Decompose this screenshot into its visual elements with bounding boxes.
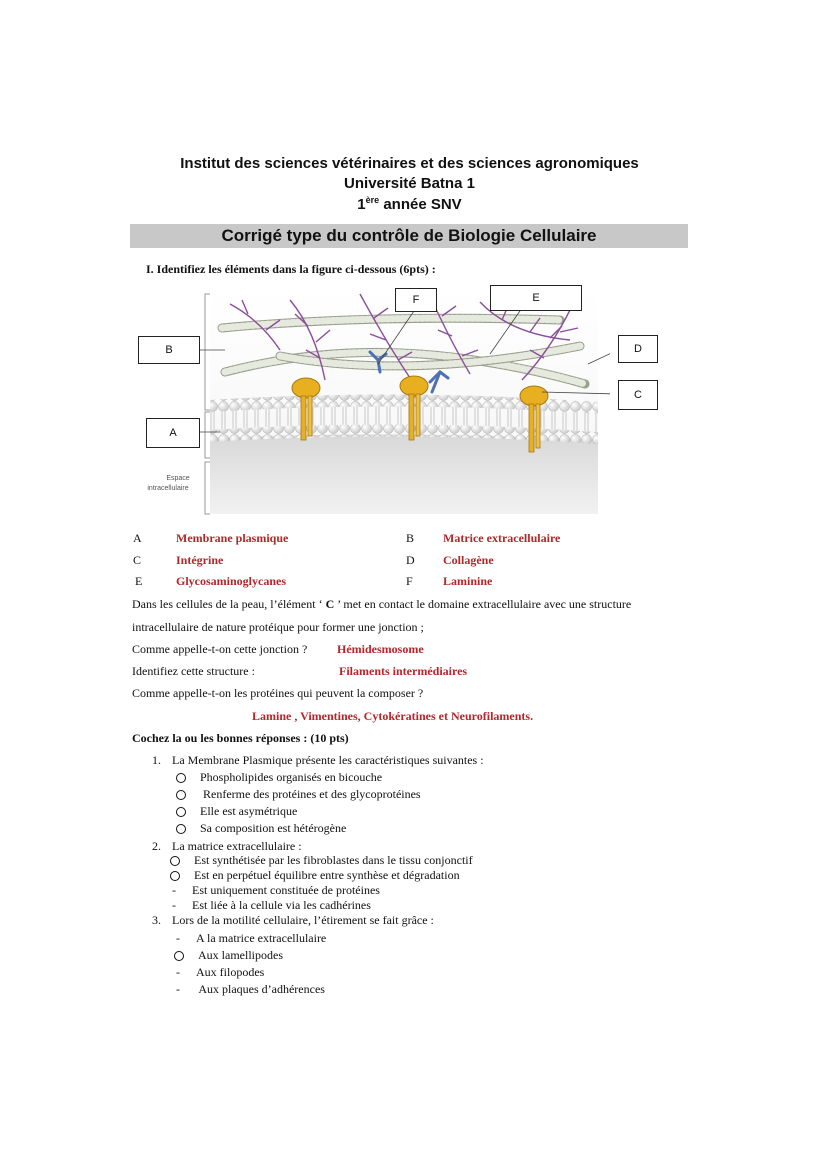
answer-a: Membrane plasmique	[176, 531, 289, 545]
intracellular-label-line2: intracellulaire	[147, 485, 189, 492]
radio-circle-icon[interactable]	[176, 773, 186, 783]
q3-option-4[interactable]	[174, 982, 325, 997]
dash-mark: -	[176, 931, 180, 945]
year-number: 1	[357, 196, 366, 213]
dash-mark: -	[172, 883, 176, 897]
answer-jonction: Hémidesmosome	[337, 642, 424, 656]
question-2-number: 2.	[152, 839, 161, 853]
figure-label-f: F	[395, 288, 437, 312]
question-3-text: Lors de la motilité cellulaire, l’étirement se fait grâce :	[172, 913, 434, 927]
dash-mark: -	[172, 898, 176, 912]
q1-option-4[interactable]	[176, 821, 346, 836]
question-structure: Identifiez cette structure :	[132, 664, 255, 678]
year-label	[0, 195, 819, 213]
q3-option-2-text: Aux lamellipodes	[198, 948, 283, 962]
answer-proteines: Lamine , Vimentines, Cytokératines et Neurofilaments.	[252, 709, 534, 723]
question-proteines: Comme appelle-t-on les protéines qui peuvent la composer ?	[132, 686, 424, 700]
year-superscript: ère	[365, 195, 380, 205]
answer-letter-d: D	[406, 553, 415, 567]
figure-label-d: D	[618, 335, 658, 363]
radio-circle-icon[interactable]	[176, 824, 186, 834]
q2-option-4-text: Est liée à la cellule via les cadhérines	[192, 898, 371, 912]
radio-circle-icon[interactable]	[176, 790, 186, 800]
answer-c: Intégrine	[176, 553, 224, 567]
question-jonction: Comme appelle-t-on cette jonction ?	[132, 642, 308, 656]
membrane-figure	[130, 280, 610, 520]
document-title: Corrigé type du contrôle de Biologie Cellulaire	[130, 224, 688, 248]
figure-label-b: B	[138, 336, 200, 364]
q2-option-4[interactable]	[170, 898, 371, 913]
q1-option-4-text: Sa composition est hétérogène	[200, 821, 347, 835]
dash-mark: -	[176, 965, 180, 979]
paragraph-line1-start: Dans les cellules de la peau, l’élément ‘	[132, 597, 326, 611]
answer-letter-e: E	[135, 574, 143, 588]
q3-option-4-text: Aux plaques d’adhérences	[196, 982, 325, 996]
answer-letter-f: F	[406, 574, 413, 588]
paragraph-line1	[132, 597, 631, 612]
q2-option-2[interactable]	[170, 868, 460, 883]
q2-option-1-text: Est synthétisée par les fibroblastes dans le tissu conjonctif	[194, 853, 473, 867]
radio-circle-icon[interactable]	[170, 856, 180, 866]
university-name: Université Batna 1	[344, 175, 475, 192]
figure-label-e: E	[490, 285, 582, 311]
paragraph-element-c: C	[325, 597, 335, 611]
paragraph-line1-end: ’ met en contact le domaine extracellulaire avec une structure	[334, 597, 632, 611]
answer-e: Glycosaminoglycanes	[176, 574, 286, 588]
q3-option-3-text: Aux filopodes	[196, 965, 265, 979]
answer-b: Matrice extracellulaire	[443, 531, 561, 545]
dash-mark: -	[176, 982, 180, 996]
answer-f: Laminine	[443, 574, 493, 588]
q1-option-3-text: Elle est asymétrique	[200, 804, 298, 818]
q1-option-2-text: Renferme des protéines et des glycoprotéines	[200, 787, 421, 801]
q1-option-1-text: Phospholipides organisés en bicouche	[200, 770, 383, 784]
radio-circle-icon[interactable]	[174, 951, 184, 961]
institution-name: Institut des sciences vétérinaires et des sciences agronomiques	[180, 155, 639, 172]
radio-circle-icon[interactable]	[176, 807, 186, 817]
answer-letter-c: C	[133, 553, 142, 567]
answer-letter-b: B	[406, 531, 415, 545]
q2-option-1[interactable]	[170, 853, 473, 868]
section1-heading: I. Identifiez les éléments dans la figure ci-dessous (6pts) :	[146, 262, 436, 276]
q1-option-2[interactable]	[176, 787, 421, 802]
q2-option-3[interactable]	[170, 883, 380, 898]
q3-option-2[interactable]	[174, 948, 283, 963]
question-1-number: 1.	[152, 753, 161, 767]
figure-label-a: A	[146, 418, 200, 448]
q1-option-1[interactable]	[176, 770, 382, 785]
q2-option-3-text: Est uniquement constituée de protéines	[192, 883, 380, 897]
region-brackets	[205, 294, 210, 514]
intracellular-label-line1: Espace	[166, 475, 190, 482]
paragraph-line2: intracellulaire de nature protéique pour former une jonction ;	[132, 620, 424, 634]
answer-d: Collagène	[443, 553, 494, 567]
q3-option-1[interactable]	[174, 931, 326, 946]
q3-option-3[interactable]	[174, 965, 264, 980]
section2-heading: Cochez la ou les bonnes réponses : (10 pts)	[132, 731, 349, 745]
year-rest: année SNV	[379, 196, 462, 213]
answer-structure: Filaments intermédiaires	[339, 664, 468, 678]
question-3-number: 3.	[152, 913, 161, 927]
answer-letter-a: A	[133, 531, 142, 545]
radio-circle-icon[interactable]	[170, 871, 180, 881]
q1-option-3[interactable]	[176, 804, 297, 819]
figure-label-c: C	[618, 380, 658, 410]
q2-option-2-text: Est en perpétuel équilibre entre synthèse et dégradation	[194, 868, 460, 882]
question-2-text: La matrice extracellulaire :	[172, 839, 302, 853]
question-1-text: La Membrane Plasmique présente les caractéristiques suivantes :	[172, 753, 484, 767]
q3-option-1-text: A la matrice extracellulaire	[196, 931, 327, 945]
